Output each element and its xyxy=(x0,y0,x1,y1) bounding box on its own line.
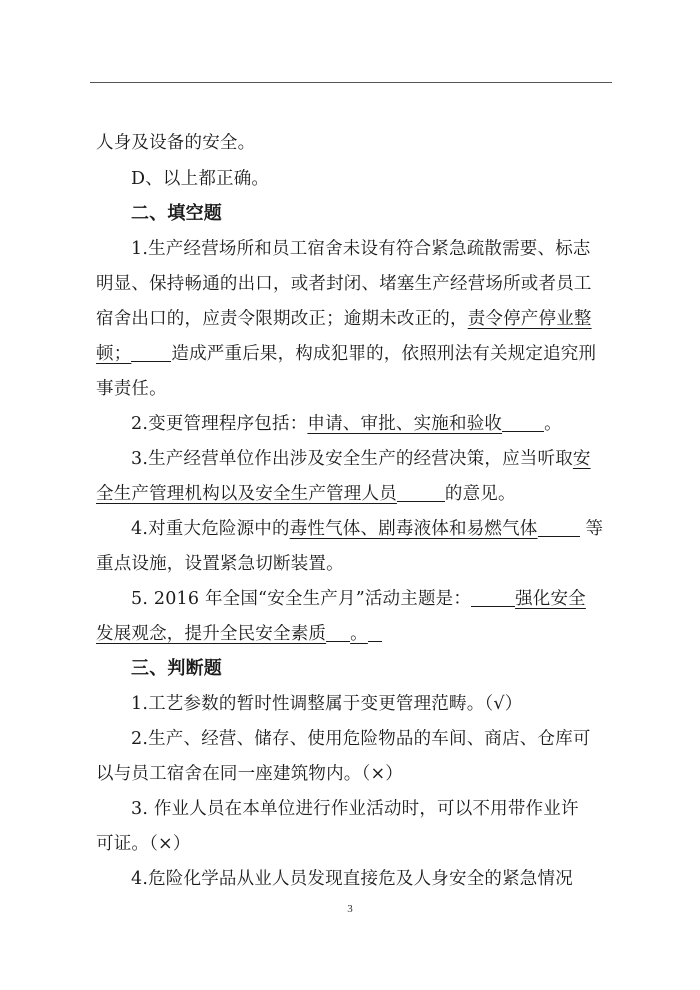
section-heading-fill-in: 二、填空题 xyxy=(131,203,222,224)
fill-q2 xyxy=(131,409,616,439)
fill-q3-line2 xyxy=(96,479,616,509)
fill-q1-line1: 1.生产经营场所和员工宿舍未设有符合紧急疏散需要、标志 xyxy=(131,239,591,259)
page-number: 3 xyxy=(347,903,353,915)
judge-q3-line1: 3. 作业人员在本单位进行作业活动时，可以不用带作业许 xyxy=(131,799,579,819)
fill-q5-blank-lead xyxy=(471,586,515,607)
fill-q1-answer-part2: 顿； xyxy=(96,344,132,364)
fill-q1-line4 xyxy=(96,339,616,369)
fill-q1-answer-part1: 责令停产停业整 xyxy=(467,309,592,329)
fill-q5-blank-tail xyxy=(368,621,382,642)
fill-q1-line2: 明显、保持畅通的出口，或者封闭、堵塞生产经营场所或者员工 xyxy=(96,274,592,294)
fill-q5-line2 xyxy=(96,619,616,649)
option-d: D、以上都正确。 xyxy=(131,169,270,189)
fill-q1-line5: 事责任。 xyxy=(96,379,167,399)
fill-q2-blank xyxy=(502,411,544,432)
fill-q2-suffix: 。 xyxy=(544,414,562,434)
fill-q4-answer: 毒性气体、剧毒液体和易燃气体 xyxy=(289,519,538,539)
fill-q1-rest: 造成严重后果，构成犯罪的，依照刑法有关规定追究刑 xyxy=(171,344,597,364)
judge-q2-line2: 以与员工宿舍在同一座建筑物内。（×） xyxy=(96,764,404,784)
fill-q4-blank xyxy=(538,516,580,537)
fill-q1-text: 宿舍出口的，应责令限期改正；逾期未改正的， xyxy=(96,309,468,329)
fill-q1-blank xyxy=(131,341,171,362)
fill-q3-prefix: 3.生产经营单位作出涉及安全生产的经营决策，应当听取 xyxy=(131,449,573,469)
fill-q3-blank xyxy=(397,481,445,502)
judge-q1: 1.工艺参数的暂时性调整属于变更管理范畴。（√） xyxy=(131,694,523,714)
fill-q2-prefix: 2.变更管理程序包括： xyxy=(131,414,308,434)
fill-q5-blank xyxy=(326,621,350,642)
fill-q4-suffix: 等 xyxy=(585,519,604,539)
fill-q4-line2: 重点设施，设置紧急切断装置。 xyxy=(96,554,344,574)
fill-q4-prefix: 4.对重大危险源中的 xyxy=(131,519,290,539)
fill-q1-line3 xyxy=(96,304,616,334)
fill-q5-prefix: 5. 2016 年全国“安全生产月”活动主题是： xyxy=(131,589,472,609)
fill-q3-suffix: 的意见。 xyxy=(444,484,516,504)
fill-q4-line1 xyxy=(131,514,616,544)
judge-q4-line1: 4.危险化学品从业人员发现直接危及人身安全的紧急情况 xyxy=(131,869,573,889)
fill-q5-answer-part2: 发展观念，提升全民安全素质 xyxy=(96,624,327,644)
fill-q3-answer-part2: 全生产管理机构以及安全生产管理人员 xyxy=(96,484,397,504)
fill-q3-answer-part1: 安 xyxy=(572,449,591,469)
fill-q3-line1 xyxy=(131,444,616,474)
fill-q5-line1 xyxy=(131,584,616,614)
fill-q5-suffix: 。 xyxy=(350,624,368,644)
fill-q5-answer-part1: 强化安全 xyxy=(515,589,586,609)
section-heading-true-false: 三、判断题 xyxy=(131,658,222,679)
judge-q3-line2: 可证。（×） xyxy=(96,834,191,854)
fill-q2-answer: 申请、审批、实施和验收 xyxy=(307,414,503,434)
judge-q2-line1: 2.生产、经营、储存、使用危险物品的车间、商店、仓库可 xyxy=(131,729,591,749)
header-rule xyxy=(90,82,612,83)
option-c-continuation: 人身及设备的安全。 xyxy=(96,133,256,153)
